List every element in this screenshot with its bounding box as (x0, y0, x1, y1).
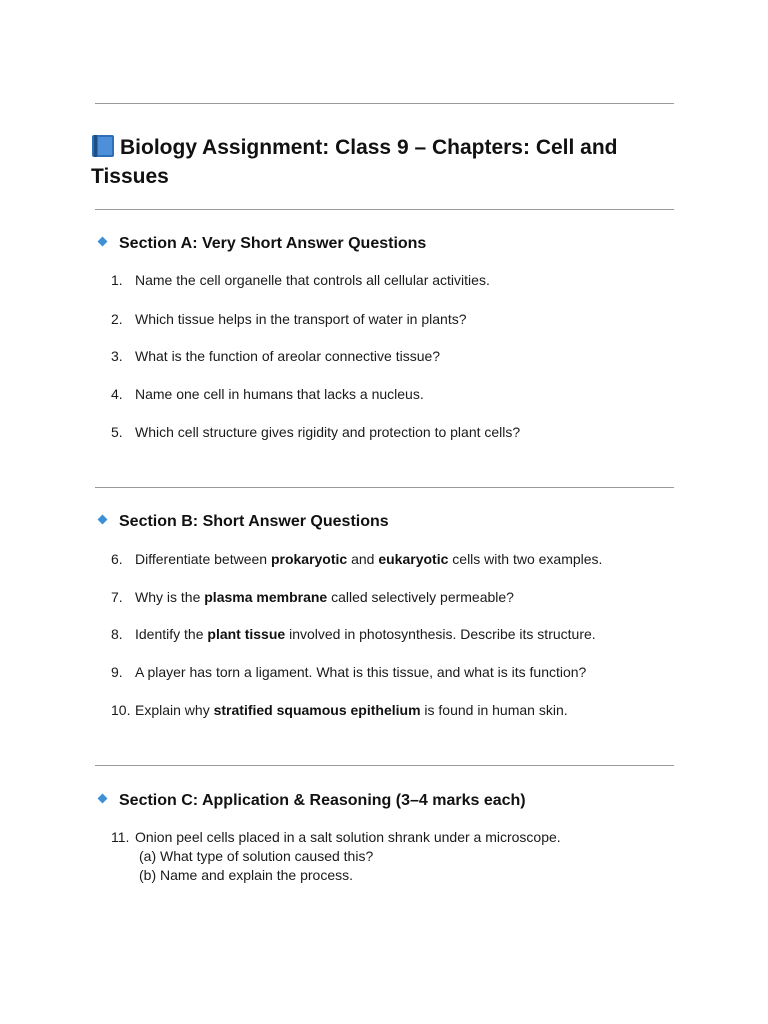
question-10: 10. Explain why stratified squamous epithelium is found in human skin. (111, 702, 568, 718)
divider-a (95, 209, 674, 210)
small-blue-diamond-icon (98, 794, 108, 804)
section-b-heading: Section B: Short Answer Questions (96, 512, 389, 532)
question-11-part-b: (b) Name and explain the process. (139, 867, 353, 883)
title-text: Biology Assignment: Class 9 – Chapters: Cell and Tissues (91, 136, 618, 188)
question-6: 6. Differentiate between prokaryotic and eukaryotic cells with two examples. (111, 551, 603, 567)
question-11: 11. Onion peel cells placed in a salt solution shrank under a microscope. (111, 829, 561, 845)
divider-c (95, 765, 674, 766)
top-divider (95, 103, 674, 104)
question-8: 8. Identify the plant tissue involved in photosynthesis. Describe its structure. (111, 626, 596, 642)
question-4: 4. Name one cell in humans that lacks a nucleus. (111, 386, 424, 402)
question-7: 7. Why is the plasma membrane called selectively permeable? (111, 589, 514, 605)
question-3: 3. What is the function of areolar connective tissue? (111, 348, 441, 364)
divider-b (95, 487, 674, 488)
book-icon (91, 134, 115, 158)
small-blue-diamond-icon (98, 515, 108, 525)
question-11-part-a: (a) What type of solution caused this? (139, 848, 374, 864)
small-blue-diamond-icon (98, 237, 108, 247)
question-2: 2. Which tissue helps in the transport of water in plants? (111, 311, 467, 327)
question-5: 5. Which cell structure gives rigidity and protection to plant cells? (111, 424, 521, 440)
question-9: 9. A player has torn a ligament. What is this tissue, and what is its function? (111, 664, 587, 680)
page-title (91, 133, 671, 191)
question-1: 1. Name the cell organelle that controls all cellular activities. (111, 272, 490, 288)
section-a-heading: Section A: Very Short Answer Questions (96, 234, 426, 254)
section-c-heading: Section C: Application & Reasoning (3–4 marks each) (96, 791, 526, 811)
